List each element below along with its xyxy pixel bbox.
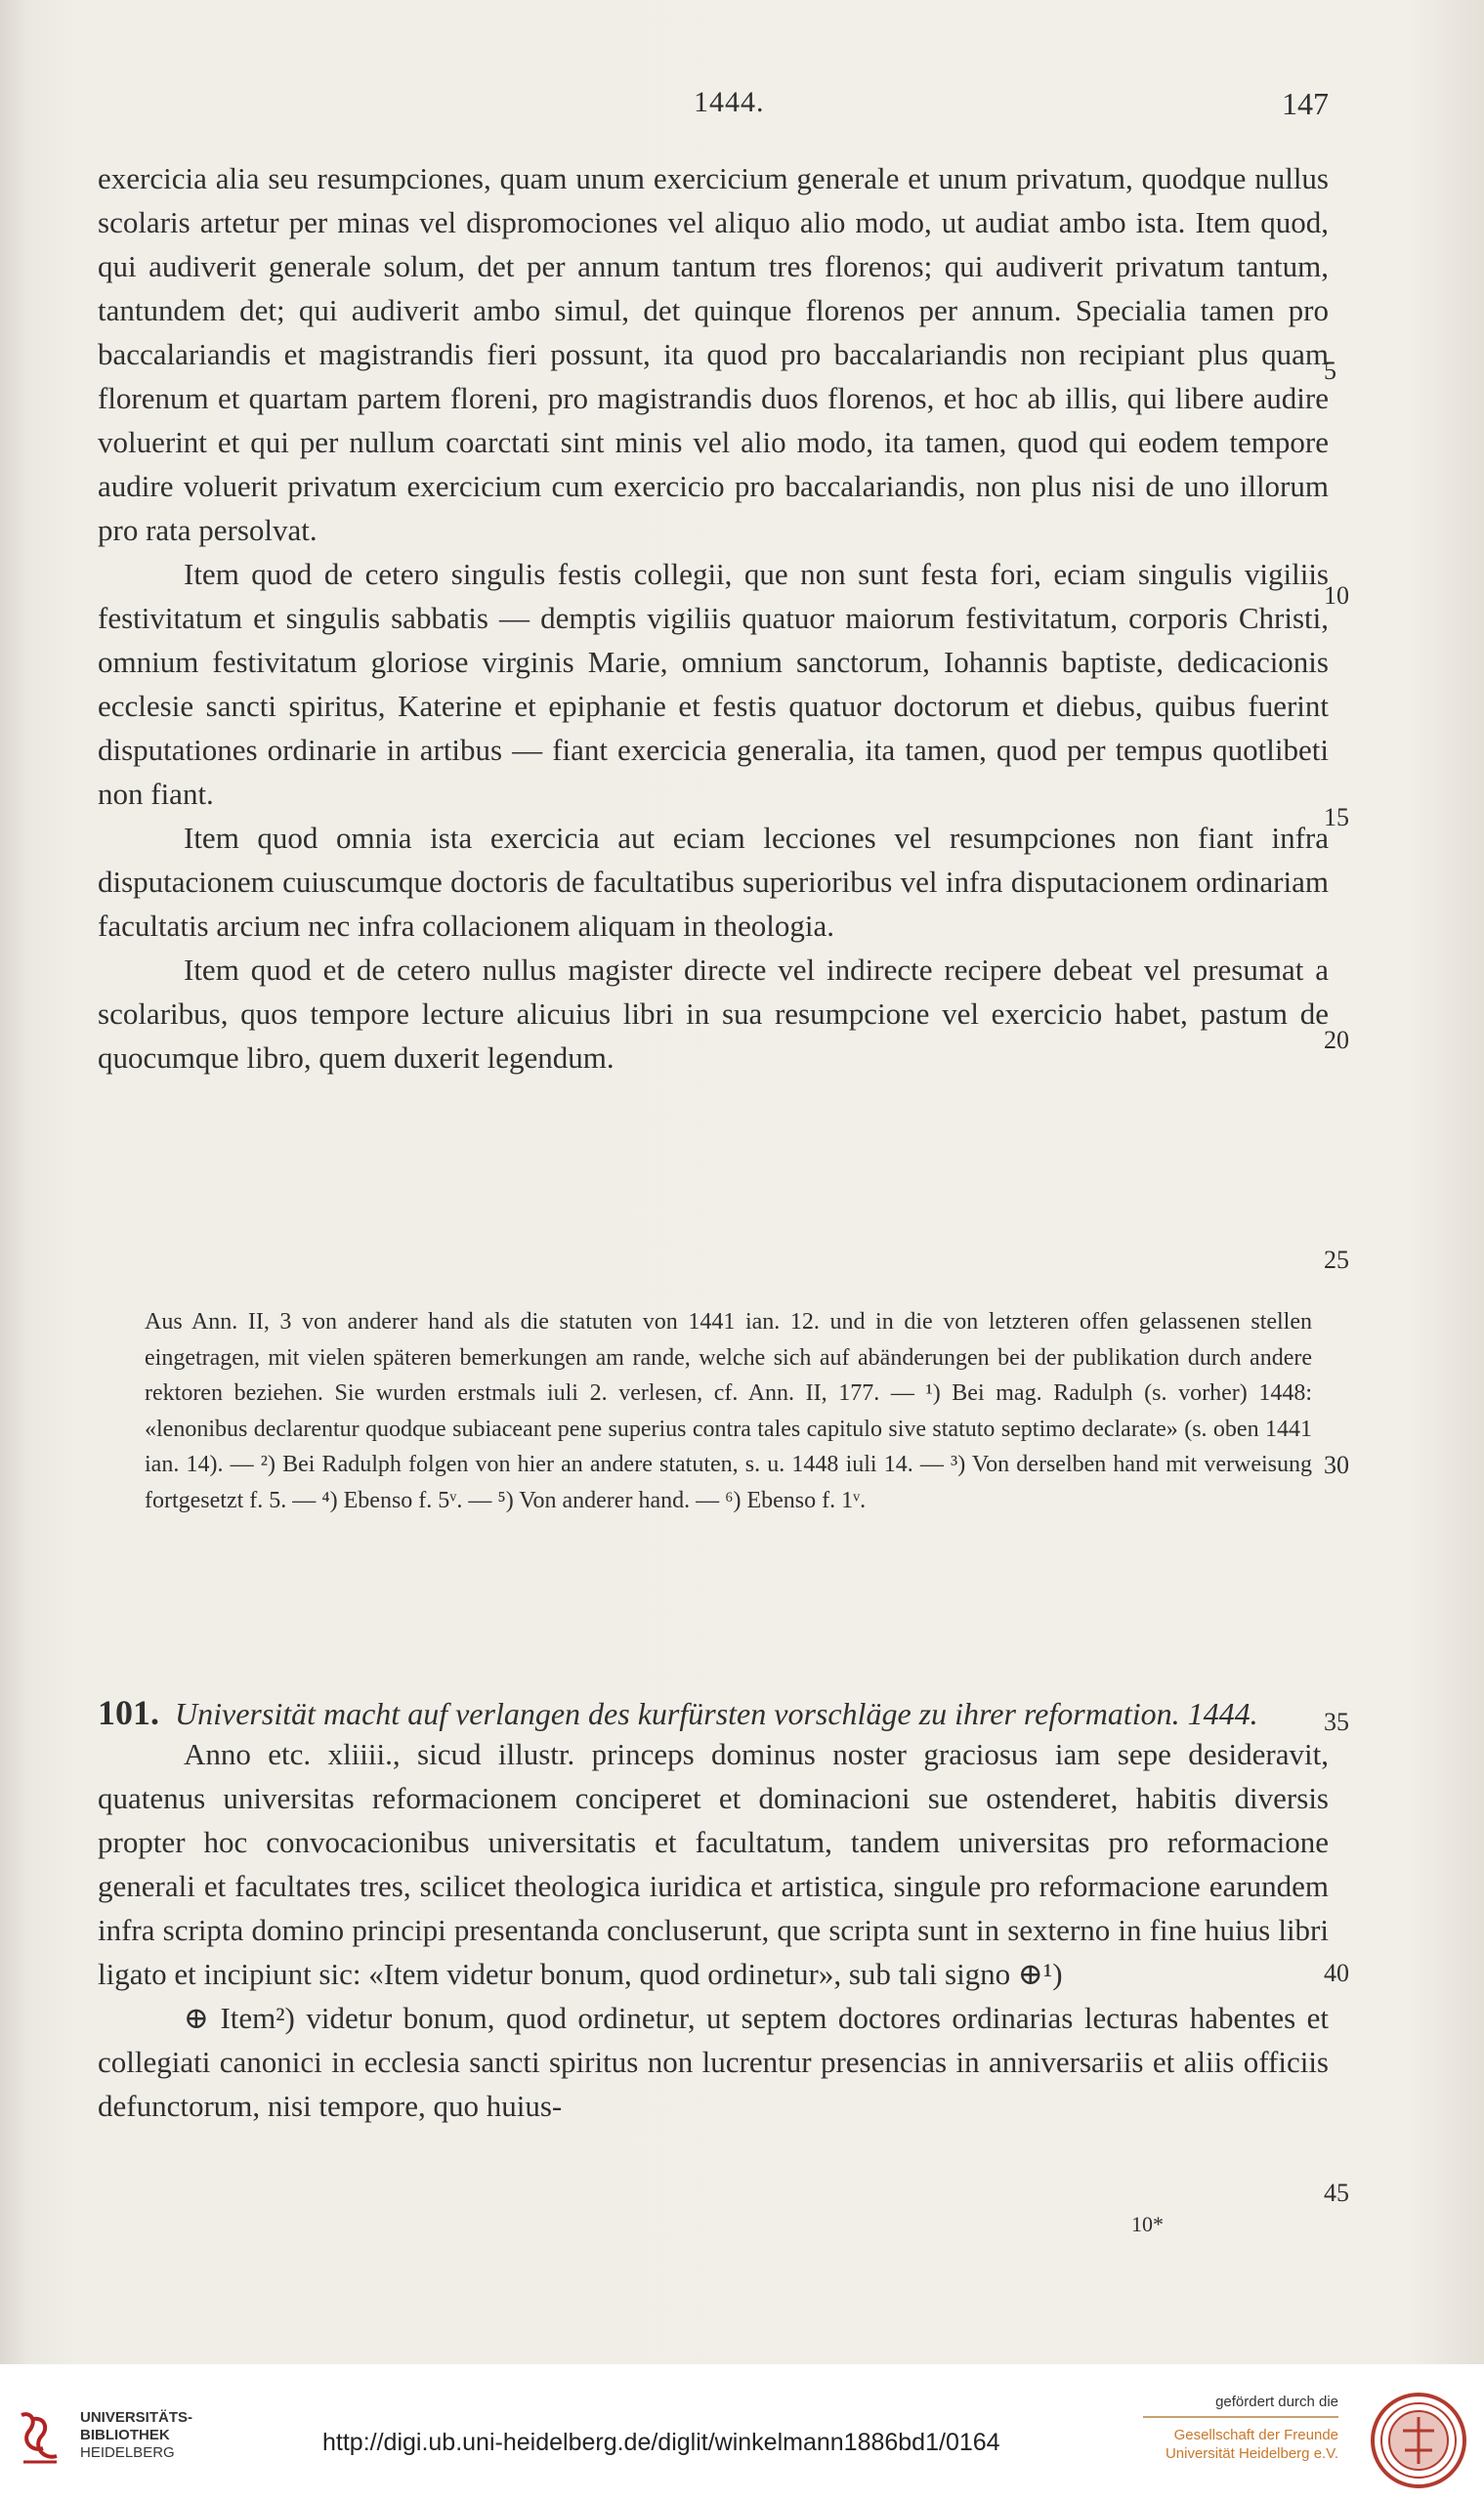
document-number: 101.: [98, 1693, 159, 1732]
footer-bar: [0, 2364, 1484, 2502]
page-number: 147: [1282, 86, 1329, 121]
paragraph: ⊕ Item²) videtur bonum, quod ordinetur, ut septem doctores ordinarias lecturas habentes et collegiati canonici in ecclesia sancti spiritus non lucrentur presencias in anniversariis et aliis officiis defunctorum, nisi tempore, quo huius-: [98, 2001, 1329, 2123]
sponsor-name: Gesellschaft der Freunde: [1173, 2427, 1338, 2443]
paragraph: Anno etc. xliiii., sicud illustr. princeps dominus noster graciosus iam sepe desideravit, quatenus universitas reformacionem conciperet et dominacioni sue ostenderet, habitis diversis propter hoc convocacionibus universitatis et facultatum, tandem universitas pro reformacione generali et facultates tres, scilicet theologica iuridica et artistica, singule pro reformacione earundem infra scripta domino principi presentanda concluserunt, que scripta sunt in sexterno in fine huius libri ligato et incipiunt sic: «Item videtur bonum, quod ordinetur», sub tali signo ⊕¹): [98, 1737, 1329, 1991]
running-head: [59, 86, 1329, 125]
line-number: 45: [1324, 2179, 1349, 2207]
document-heading: [98, 1693, 1329, 1733]
line-number: 40: [1324, 1959, 1349, 1987]
sponsor-block: [1143, 2394, 1338, 2463]
permalink-url[interactable]: http://digi.ub.uni-heidelberg.de/diglit/winkelmann1886bd1/0164: [322, 2429, 1000, 2456]
running-head-year: 1444.: [694, 86, 765, 118]
paragraph: Item quod et de cetero nullus magister directe vel indirecte recipere debeat vel presumat a scolaribus, quos tempore lecture alicuius libri in sua resumpcione vel exercicio habet, pastum de quocumque libro, quem duxerit legendum.: [98, 953, 1329, 1075]
document-title: Universität macht auf verlangen des kurfürsten vorschläge zu ihrer reformation. 1444.: [175, 1696, 1258, 1731]
library-name: [80, 2409, 192, 2462]
university-seal-icon: [1370, 2392, 1467, 2489]
sponsor-divider: [1143, 2416, 1338, 2418]
line-number: 15: [1324, 803, 1349, 831]
sponsor-lead: gefördert durch die: [1215, 2394, 1338, 2410]
signature-mark: 10*: [1131, 2212, 1164, 2236]
line-number: 20: [1324, 1026, 1349, 1054]
sponsor-name: Universität Heidelberg e.V.: [1165, 2445, 1338, 2462]
line-number: 10: [1324, 581, 1349, 610]
paragraph: exercicia alia seu resumpciones, quam unum exercicium generale et unum privatum, quodque nullus scolaris artetur per minas vel dispromociones vel aliquo alio modo, ut audiat ambo ista. Item quod, qui audiverit generale solum, det per annum tantum tres florenos; qui audiverit privatum tantum, tantundem det; qui audiverit ambo simul, det quinque florenos per annum. Specialia tamen pro baccalariandis et magistrandis fieri possunt, ita quod pro baccalariandis non recipiant plus quam florenum et quartam partem floreni, pro magistrandis duos florenos, et hoc ab illis, qui libere audire voluerint et qui per nullum coarctati sint minis vel alio modo, ita tamen, quod qui eodem tempore audire voluerit privatum exercicium cum exercicio pro baccalariandis, non plus nisi de uno illorum pro rata persolvat.: [98, 161, 1329, 547]
library-name-line: UNIVERSITÄTS-: [80, 2409, 193, 2426]
paragraph: Item quod omnia ista exercicia aut eciam lecciones vel resumpciones non fiant infra disputacionem cuiuscumque doctoris de facultatibus superioribus vel infra disputacionem ordinariam facultatis arcium nec infra collacionem aliquam in theologia.: [98, 821, 1329, 943]
editorial-notes: [145, 1304, 1312, 1518]
line-number: 5: [1324, 357, 1336, 385]
library-name-line: HEIDELBERG: [80, 2444, 175, 2461]
library-name-line: BIBLIOTHEK: [80, 2427, 170, 2443]
line-number: 30: [1324, 1451, 1349, 1479]
line-number: 25: [1324, 1246, 1349, 1274]
line-number: 35: [1324, 1708, 1349, 1736]
library-logo-icon: [18, 2409, 63, 2468]
paragraph: Item quod de cetero singulis festis collegii, que non sunt festa fori, eciam singulis vigiliis festivitatum et singulis sabbatis — demptis vigiliis quatuor maiorum festivitatum, corporis Christi, omnium festivitatum gloriose virginis Marie, omnium sanctorum, Iohannis baptiste, dedicacionis ecclesie sancti spiritus, Katerine et epiphanie et festis quatuor doctorum et diebus, quibus fuerint disputationes ordinarie in artibus — fiant exercicia generalia, ita tamen, quod per tempus quotlibeti non fiant.: [98, 557, 1329, 811]
statute-text-block: [98, 156, 1329, 1080]
notes-paragraph: Aus Ann. II, 3 von anderer hand als die statuten von 1441 ian. 12. und in die von letzteren offen gelassenen stellen eingetragen, mit vielen späteren bemerkungen am rande, welche sich auf abänderungen bei der publikation durch andere rektoren beziehen. Sie wurden erstmals iuli 2. verlesen, cf. Ann. II, 177. — ¹) Bei mag. Radulph (s. vorher) 1448: «lenonibus declarentur quodque subiaceant pene superius contra tales capitulo sive statuto septimo declarate» (s. oben 1441 ian. 14). — ²) Bei Radulph folgen von hier an andere statuten, s. u. 1448 iuli 14. — ³) Von derselben hand mit verweisung fortgesetzt f. 5. — ⁴) Ebenso f. 5ᵛ. — ⁵) Von anderer hand. — ⁶) Ebenso f. 1ᵛ.: [145, 1309, 1312, 1513]
document-text-block: [98, 1732, 1329, 2128]
